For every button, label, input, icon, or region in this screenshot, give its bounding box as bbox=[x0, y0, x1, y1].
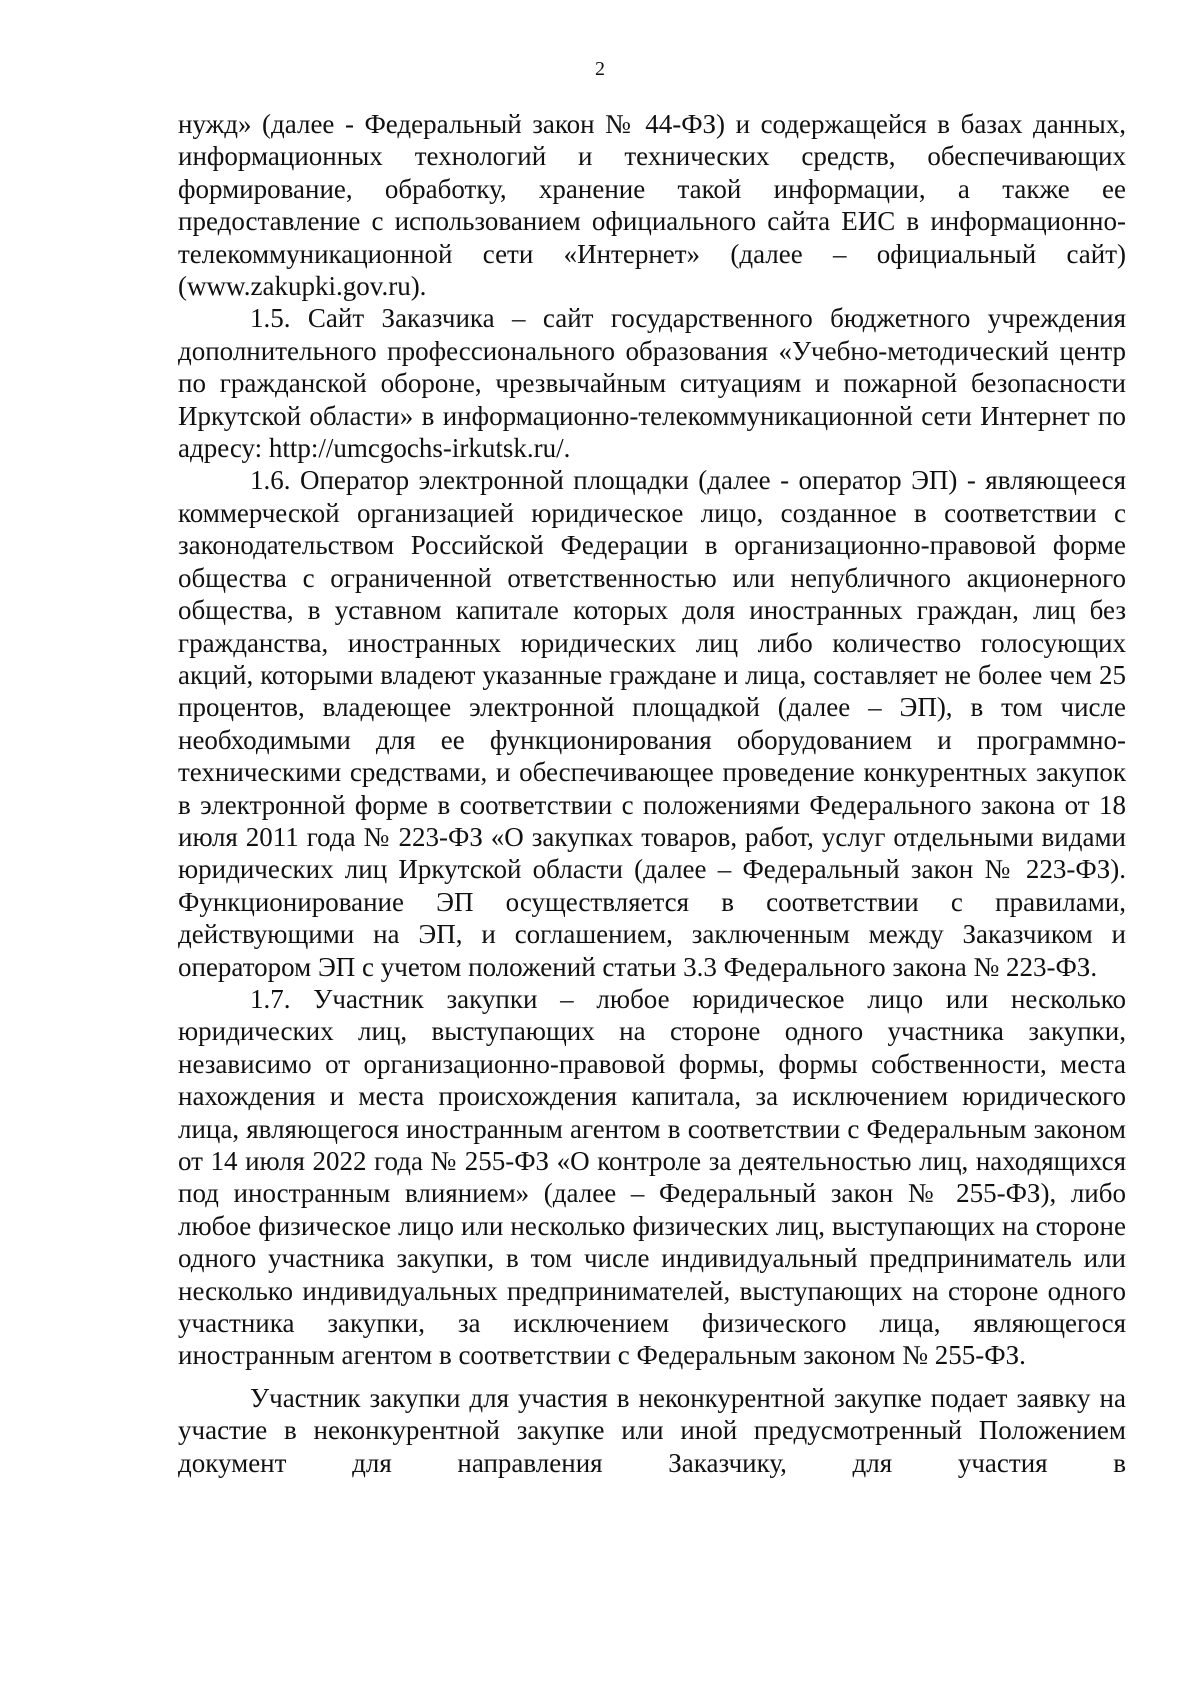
paragraph-1-5: 1.5. Сайт Заказчика – сайт государственного бюджетного учреждения дополнительного профессионального образования «Учебно-методический центр по гражданской обороне, чрезвычайным ситуациям и пожарной безопасности Иркутской области» в информационно-телекоммуникационной сети Интернет по адресу: http://umcgochs-irkutsk.ru/. bbox=[178, 303, 1126, 464]
paragraph-participant: Участник закупки для участия в неконкурентной закупке подает заявку на участие в неконкурентной закупке или иной предусмотренный Положением документ для направления Заказчику, для участия в bbox=[178, 1382, 1126, 1478]
paragraph-1-7: 1.7. Участник закупки – любое юридическое лицо или несколько юридических лиц, выступающих на стороне одного участника закупки, независимо от организационно-правовой формы, формы собственности, места нахождения и места происхождения капитала, за исключением юридического лица, являющегося иностранным агентом в соответствии с Федеральным законом от 14 июля 2022 года № 255-ФЗ «О контроле за деятельностью лиц, находящихся под иностранным влиянием» (далее – Федеральный закон № 255-ФЗ), либо любое физическое лицо или несколько физических лиц, выступающих на стороне одного участника закупки, в том числе индивидуальный предприниматель или несколько индивидуальных предпринимателей, выступающих на стороне одного участника закупки, за исключением физического лица, являющегося иностранным агентом в соответствии с Федеральным законом № 255-ФЗ. bbox=[178, 983, 1126, 1371]
page-number: 2 bbox=[595, 58, 605, 80]
document-body bbox=[178, 108, 1126, 1479]
paragraph-1-6: 1.6. Оператор электронной площадки (далее - оператор ЭП) - являющееся коммерческой организацией юридическое лицо, созданное в соответствии с законодательством Российской Федерации в организационно-правовой форме общества с ограниченной ответственностью или непубличного акционерного общества, в уставном капитале которых доля иностранных граждан, лиц без гражданства, иностранных юридических лиц либо количество голосующих акций, которыми владеют указанные граждане и лица, составляет не более чем 25 процентов, владеющее электронной площадкой (далее – ЭП), в том числе необходимыми для ее функционирования оборудованием и программно-техническими средствами, и обеспечивающее проведение конкурентных закупок в электронной форме в соответствии с положениями Федерального закона от 18 июля 2011 года № 223-ФЗ «О закупках товаров, работ, услуг отдельными видами юридических лиц Иркутской области (далее – Федеральный закон № 223-ФЗ). Функционирование ЭП осуществляется в соответствии с правилами, действующими на ЭП, и соглашением, заключенным между Заказчиком и оператором ЭП с учетом положений статьи 3.3 Федерального закона № 223-ФЗ. bbox=[178, 465, 1126, 982]
paragraph-continuation: нужд» (далее - Федеральный закон № 44-ФЗ) и содержащейся в базах данных, информационных технологий и технических средств, обеспечивающих формирование, обработку, хранение такой информации, а также ее предоставление с использованием официального сайта ЕИС в информационно-телекоммуникационной сети «Интернет» (далее – официальный сайт) (www.zakupki.gov.ru). bbox=[178, 109, 1126, 302]
